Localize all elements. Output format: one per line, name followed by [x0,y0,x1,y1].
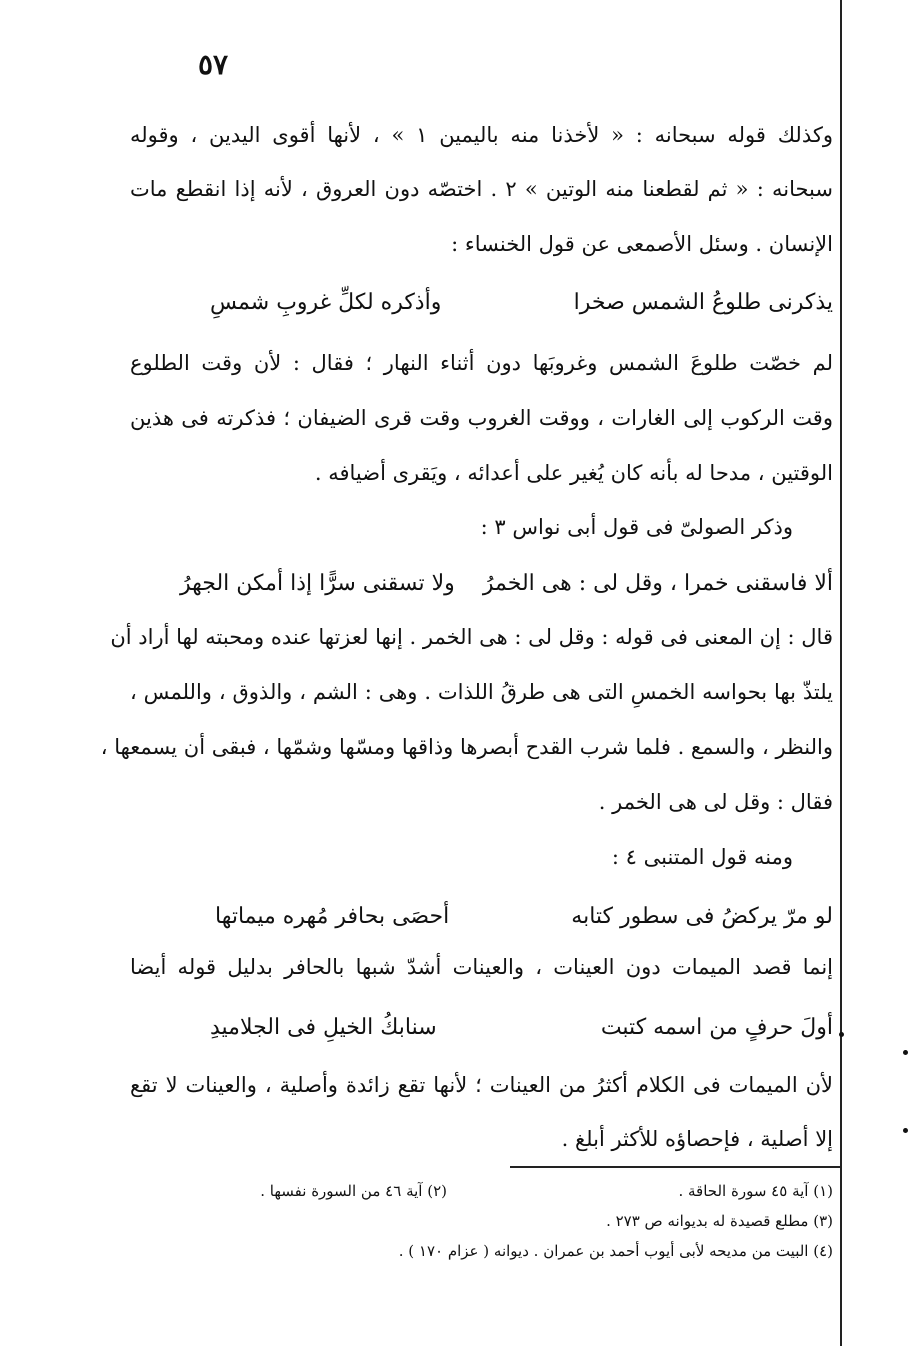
footnote: (٢) آية ٤٦ من السورة نفسها . [260,1182,447,1200]
footnote: (١) آية ٤٥ سورة الحاقة . [678,1182,833,1200]
verse-first-hemistich: لو مرّ يركضُ فى سطور كتابه [571,904,833,929]
verse-second-hemistich: وأذكره لكلِّ غروبِ شمسِ [210,290,442,315]
text-line: ومنه قول المتنبى ٤ : [611,845,793,869]
footnote: (٤) البيت من مديحه لأبى أيوب أحمد بن عمران . ديوانه ( عزام ١٧٠ ) . [398,1242,833,1260]
margin-dot [839,1032,844,1037]
text-line: وقت الركوب إلى الغارات ، ووقت الغروب وقت قرى الضيفان ؛ فذكرته فى هذين [130,406,833,430]
verse-second-hemistich: سنابكُ الخيلِ فى الجلاميدِ [210,1015,437,1040]
text-line: الوقتين ، مدحا له بأنه كان يُغير على أعدائه ، ويَقرى أضيافه . [314,461,833,485]
text-line: وذكر الصولىّ فى قول أبى نواس ٣ : [480,515,793,539]
verse-first-hemistich: ألا فاسقنى خمرا ، وقل لى : هى الخمرُ [482,571,833,596]
text-line: لم خصّت طلوعَ الشمس وغروبَها دون أثناء النهار ؛ فقال : لأن وقت الطلوع [130,351,833,375]
page-edge-line [840,0,842,1346]
verse-first-hemistich: يذكرنى طلوعُ الشمس صخرا [573,290,833,315]
text-line: فقال : وقل لى هى الخمر . [598,790,833,814]
text-line: وكذلك قوله سبحانه : « لأخذنا منه باليمين ١ » ، لأنها أقوى اليدين ، وقوله [130,123,833,147]
text-line: والنظر ، والسمع . فلما شرب القدح أبصرها وذاقها ومسّها وشمّها ، فبقى أن يسمعها ، [100,735,833,759]
text-line: إلا أصلية ، فإحصاؤه للأكثر أبلغ . [561,1127,833,1151]
page-number: ٥٧ [198,48,229,81]
text-line: سبحانه : « ثم لقطعنا منه الوتين » ٢ . اختصّه دون العروق ، لأنه إذا انقطع مات [130,177,833,201]
text-line: لأن الميمات فى الكلام أكثرُ من العينات ؛ لأنها تقع زائدة وأصلية ، والعينات لا تقع [130,1073,834,1097]
text-line: يلتذّ بها بحواسه الخمسِ التى هى طرقُ اللذات . وهى : الشم ، والذوق ، واللمس ، [130,680,833,704]
verse-second-hemistich: أحصَى بحافر مُهره ميماتها [215,904,450,929]
footnote: (٣) مطلع قصيدة له بديوانه ص ٢٧٣ . [606,1212,833,1230]
text-line: قال : إن المعنى فى قوله : وقل لى : هى الخمر . إنها لعزتها عنده ومحبته لها أراد أن [110,625,833,649]
text-line: الإنسان . وسئل الأصمعى عن قول الخنساء : [451,232,833,256]
verse-first-hemistich: أولَ حرفٍ من اسمه كتبت [600,1015,833,1040]
verse-second-hemistich: ولا تسقنى سرًّا إذا أمكن الجهرُ [180,571,455,596]
text-line: إنما قصد الميمات دون العينات ، والعينات أشدّ شبها بالحافر بدليل قوله أيضا [130,955,833,979]
footnote-rule [510,1166,840,1168]
margin-dot [903,1050,908,1055]
margin-dot [903,1128,908,1133]
